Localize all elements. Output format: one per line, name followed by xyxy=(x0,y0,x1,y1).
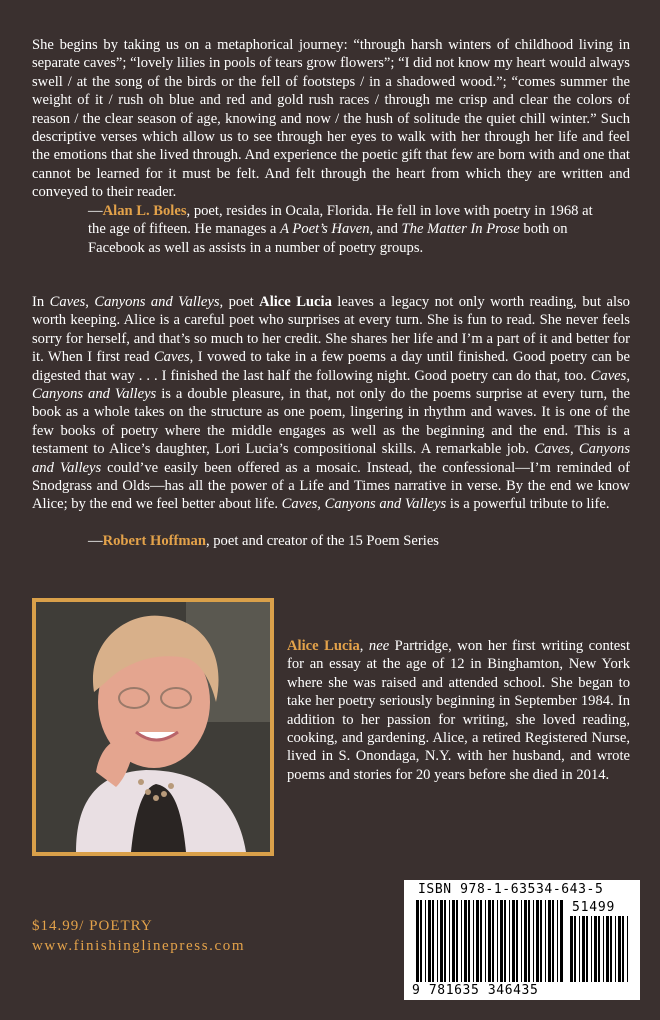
isbn-barcode xyxy=(404,880,640,1000)
barcode-bar xyxy=(552,900,554,982)
barcode-bar xyxy=(524,900,527,982)
barcode-bar xyxy=(521,900,522,982)
barcode-bar xyxy=(485,900,486,982)
barcode-bar xyxy=(560,900,563,982)
barcode-bar xyxy=(437,900,438,982)
barcode-bar xyxy=(557,900,558,982)
barcode-bar xyxy=(598,916,600,982)
review2-attribution xyxy=(88,532,608,550)
barcode-bar xyxy=(618,916,621,982)
barcode-bar xyxy=(603,916,604,982)
review2-text: , poet xyxy=(219,294,260,310)
barcode-bar xyxy=(476,900,479,982)
book-title: Caves, Canyons and Valleys xyxy=(49,294,220,310)
book-title: Caves, Canyons and Valleys xyxy=(32,367,630,403)
review2-text: , I vowed to take in a few poems a day until finished. Good poetry can be digested that way . . . I finished the last half the following night. Good poetry can do that, too. xyxy=(32,349,631,384)
barcode-bar xyxy=(610,916,612,982)
barcode-bar xyxy=(425,900,426,982)
attribution-dash: — xyxy=(88,203,103,219)
reviewer-name-alan-boles: Alan L. Boles xyxy=(102,203,187,219)
barcode-bar xyxy=(461,900,462,982)
barcode-bar xyxy=(432,900,434,982)
barcode-bar xyxy=(500,900,503,982)
barcode-bar xyxy=(591,916,592,982)
review2-text: In xyxy=(32,294,50,310)
review1-attribution xyxy=(88,202,608,257)
barcode-bar xyxy=(420,900,422,982)
review-robert-hoffman xyxy=(32,293,630,514)
barcode-addon-number: 51499 xyxy=(572,900,616,915)
barcode-bar xyxy=(582,916,585,982)
author-name: Alice Lucia xyxy=(259,294,332,310)
bio-nee: nee xyxy=(368,638,390,654)
barcode-bar xyxy=(416,900,419,982)
barcode-bar xyxy=(497,900,498,982)
barcode-bar xyxy=(627,916,628,982)
review2-text: could’ve easily been offered as a mosaic. Instead, the confessional—I’m reminded of Snodgrass and Olds—has all the power of a Life and Times narrative in verse. By the end we know Alice; by the end we feel better about life. xyxy=(32,459,630,513)
barcode-bar xyxy=(440,900,443,982)
barcode-bar xyxy=(473,900,474,982)
barcode-bar xyxy=(512,900,515,982)
publisher-website: www.finishinglinepress.com xyxy=(32,938,246,954)
barcode-bar xyxy=(468,900,470,982)
barcode-bar xyxy=(594,916,597,982)
author-photo xyxy=(32,598,274,856)
barcode-bar xyxy=(452,900,455,982)
barcode-bar xyxy=(428,900,431,982)
review2-text: is a powerful tribute to life. xyxy=(446,496,610,513)
reviewer-name-robert-hoffman: Robert Hoffman xyxy=(102,533,206,549)
attribution-text: both on Facebook as well as assists in a number of poetry groups. xyxy=(88,221,568,256)
author-photo-image xyxy=(36,602,270,852)
book-title: Caves, Canyons and Valleys xyxy=(281,496,447,513)
attribution-text: , and xyxy=(369,221,402,238)
barcode-bar xyxy=(488,900,491,982)
review1-text: She begins by taking us on a metaphorical journey: “through harsh winters of childhood living in separate caves”; “lovely lilies in pools of tears grow flowers”; “I did not know my heart would always swell / at the song of the birds or the fell of footsteps / in a shadowed wood.”; “comes summer the weight of it / rush oh blue and red and gold rush races / through me crisp and clear the colors of reason / the clear season of age, knowing and now / the hush of solitude the quiet chill winter.” Such descriptive verses which allow us to see through her eyes to walk with her through her life and feel the emotions that she lived through. And experience the poetic gift that few are born with and one that cannot be learned for it must be felt. And felt through the heart from which they are written and conveyed to their reader. xyxy=(32,37,630,201)
barcode-bar xyxy=(574,916,576,982)
portrait-illustration xyxy=(36,602,270,852)
isbn-label: ISBN 978-1-63534-643-5 xyxy=(418,882,604,897)
review2-text: is a double pleasure, in that, not only do the poems surprise at every turn, the book as a whole takes on the structure as one poem, lingering in rhythm and waves. It is one of the few books of poetry where the middle engages as well as the beginning and the end. This is a testament to Alice’s daughter, Lori Lucia’s compositional skills. A remarkable job. xyxy=(32,386,630,458)
barcode-bar xyxy=(536,900,539,982)
barcode-bar xyxy=(533,900,534,982)
group-name-matter-in-prose: The Matter In Prose xyxy=(401,221,520,238)
group-name-a-poets-haven: A Poet’s Haven xyxy=(280,221,370,238)
barcode-bar xyxy=(615,916,616,982)
barcode-bar xyxy=(540,900,542,982)
author-bio xyxy=(287,637,630,784)
book-title: Caves, Canyons and Valleys xyxy=(32,441,631,476)
barcode-bar xyxy=(622,916,624,982)
bio-text: Partridge, won her first writing contest for an essay at the age of 12 in Binghamton, New York where she was raised and attended school. She began to take her poetry seriously beginning in September 1984. In addition to her passion for writing, she loved reading, cooking, and gardening. Alice, a retired Registered Nurse, lived in S. Onondaga, N.Y. with her husband, and wrote poems and stories for 20 years before she died in 2014. xyxy=(287,638,631,783)
barcode-bar xyxy=(492,900,494,982)
bio-author-name: Alice Lucia xyxy=(287,638,360,654)
barcode-bar xyxy=(545,900,546,982)
barcode-addon-bars xyxy=(570,916,630,982)
barcode-bar xyxy=(579,916,580,982)
attribution-dash: — xyxy=(88,533,103,549)
barcode-bar xyxy=(586,916,588,982)
attribution-text: , poet and creator of the 15 Poem Series xyxy=(205,533,439,549)
price-category: $14.99/ POETRY xyxy=(32,918,153,934)
barcode-bar xyxy=(606,916,609,982)
review-alan-boles xyxy=(32,36,630,202)
barcode-bar xyxy=(528,900,530,982)
barcode-bar xyxy=(444,900,446,982)
barcode-number: 9 781635 346435 xyxy=(412,983,539,998)
attribution-text: , poet, resides in Ocala, Florida. He fell in love with poetry in 1968 at the age of fifteen. He manages a xyxy=(88,203,593,238)
barcode-bar xyxy=(548,900,551,982)
barcode-bar xyxy=(480,900,482,982)
barcode-bar xyxy=(570,916,573,982)
barcode-bar xyxy=(516,900,518,982)
barcode-bar xyxy=(464,900,467,982)
bio-separator: , xyxy=(359,638,369,654)
barcode-bar xyxy=(509,900,510,982)
barcode-bar xyxy=(456,900,458,982)
barcode-main-bars xyxy=(416,900,564,982)
review2-text: leaves a legacy not only worth reading, but also worth keeping. Alice is a careful poet who surprises at every turn. She is fun to read. She never feels sorry for herself, and that’s so much to her credit. She shares her life and I’m a part of it and better for it. When I first read xyxy=(32,294,630,366)
barcode-bar xyxy=(449,900,450,982)
book-title-short: Caves xyxy=(153,349,190,366)
barcode-bar xyxy=(504,900,506,982)
